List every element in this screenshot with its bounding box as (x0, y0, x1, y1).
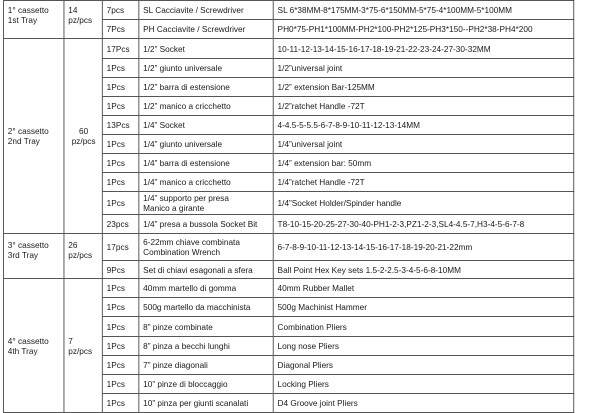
drawer-piece-count: pz/pcs (71, 136, 96, 146)
table-row (3, 279, 573, 298)
item-description-english (273, 154, 573, 173)
drawer-count-cell (64, 234, 102, 279)
drawer-piece-count: pz/pcs (68, 15, 93, 25)
item-spec-line: D4 Groove joint Pliers (277, 398, 358, 408)
item-spec-line: 6-7-8-9-10-11-12-13-14-15-16-17-18-19-20-21-22mm (277, 242, 473, 252)
item-quantity: 1Pcs (102, 375, 138, 394)
item-description-english (273, 116, 573, 135)
item-description-italian (139, 317, 273, 337)
item-description-line: 1/4” barra di estensione (143, 158, 230, 168)
drawer-count-cell (64, 279, 102, 413)
item-spec-line: Combination Pliers (277, 321, 347, 332)
item-description-line: 1/2” manico a cricchetto (143, 101, 231, 111)
item-description-italian (139, 279, 273, 298)
item-description-english (273, 375, 573, 394)
item-description-line: Set di chiavi esagonali a sfera (143, 264, 253, 275)
item-description-italian (139, 1, 273, 20)
item-quantity: 17pcs (102, 234, 138, 261)
item-description-italian (139, 261, 273, 279)
item-description-line: 1/4” supporto per presa (143, 193, 229, 203)
item-description-italian (139, 375, 273, 394)
item-description-line: 8” pinza a becchi lunghi (143, 341, 230, 351)
item-spec-line: Locking Pliers (277, 379, 329, 389)
item-spec-line: 10-11-12-13-14-15-16-17-18-19-21-22-23-24-27-30-32MM (277, 43, 491, 54)
item-quantity: 1Pcs (102, 173, 138, 192)
item-description-line: 10” pinze di bloccaggio (143, 379, 228, 389)
table-row (3, 234, 573, 261)
item-quantity: 1Pcs (102, 59, 138, 78)
item-quantity: 1Pcs (102, 337, 138, 356)
item-spec-line: 1/4” extension bar: 50mm (277, 158, 372, 168)
item-description-italian (139, 20, 273, 39)
drawer-label: 3rd Tray (7, 250, 39, 260)
item-description-italian (139, 97, 273, 116)
tool-set-table-body (3, 1, 573, 413)
item-quantity: 1Pcs (102, 356, 138, 375)
item-spec-line: 1/2” extension Bar-125MM (277, 82, 375, 92)
drawer-label: 2° cassetto (7, 126, 49, 136)
item-description-line: 8” pinze combinate (143, 321, 213, 332)
item-quantity: 9Pcs (102, 261, 138, 279)
item-description-line: 1/4” manico a cricchetto (143, 177, 231, 187)
item-spec-line: SL 6*38MM-8*175MM-3*75-6*150MM-5*75-4*100MM-5*100MM (277, 5, 513, 15)
item-spec-line: 1/4”universal joint (277, 139, 343, 149)
item-spec-line: T8-10-15-20-25-27-30-40-PH1-2-3,PZ1-2-3,SL4-4.5-7,H3-4-5-6-7-8 (277, 219, 525, 229)
item-spec-line: 500g Machinist Hammer (277, 302, 367, 312)
item-description-english (273, 234, 573, 261)
item-description-english (273, 279, 573, 298)
item-quantity: 1Pcs (102, 78, 138, 97)
item-quantity: 7pcs (102, 1, 138, 20)
drawer-piece-count: 7 (68, 335, 73, 346)
item-quantity: 1Pcs (102, 317, 138, 337)
item-spec-line: Diagonal Pliers (277, 360, 334, 370)
item-quantity: 23pcs (102, 215, 138, 234)
item-description-english (273, 317, 573, 337)
item-description-line: Manico a girante (143, 203, 205, 213)
drawer-piece-count: 26 (68, 240, 78, 250)
item-description-english (273, 20, 573, 39)
item-description-line: 10” pinza per giunti scanalati (143, 398, 249, 408)
item-description-italian (139, 78, 273, 97)
item-quantity: 1Pcs (102, 154, 138, 173)
item-description-english (273, 261, 573, 279)
item-description-english (273, 356, 573, 375)
item-spec-line: Ball Point Hex Key sets 1.5-2-2.5-3-4-5-6-8-10MM (277, 264, 461, 275)
item-spec-line: 4-4.5-5-5.5-6-7-8-9-10-11-12-13-14MM (277, 120, 421, 130)
item-description-english (273, 394, 573, 413)
item-description-line: 500g martello da macchinista (143, 302, 251, 312)
item-quantity: 1Pcs (102, 135, 138, 154)
item-description-english (273, 298, 573, 317)
item-quantity: 1Pcs (102, 279, 138, 298)
item-description-line: PH Cacciavite / Screwdriver (143, 24, 246, 34)
item-description-line: 6-22mm chiave combinata (143, 237, 240, 247)
item-quantity: 1Pcs (102, 394, 138, 413)
drawer-label-cell (3, 1, 63, 39)
item-spec-line: Long nose Pliers (277, 341, 340, 351)
item-description-italian (139, 192, 273, 215)
item-description-english (273, 135, 573, 154)
item-description-italian (139, 154, 273, 173)
item-description-line: 1/4” giunto universale (143, 139, 223, 149)
item-quantity: 17Pcs (102, 39, 138, 59)
drawer-label-cell (3, 234, 63, 279)
drawer-label: 2nd Tray (7, 136, 40, 146)
item-description-english (273, 337, 573, 356)
item-description-line: 1/2” Socket (143, 43, 185, 54)
item-description-italian (139, 116, 273, 135)
item-description-italian (139, 356, 273, 375)
item-description-line: 1/2” barra di estensione (143, 82, 230, 92)
item-description-italian (139, 234, 273, 261)
drawer-label-cell (3, 39, 63, 234)
item-description-italian (139, 59, 273, 78)
item-description-italian (139, 173, 273, 192)
item-description-italian (139, 135, 273, 154)
item-description-line: 7” pinze diagonali (143, 360, 208, 370)
item-quantity: 13Pcs (102, 116, 138, 135)
tool-set-table (3, 0, 574, 413)
item-spec-line: 1/2”universal joint (277, 63, 343, 73)
item-description-italian (139, 337, 273, 356)
item-description-line: 1/2” giunto universale (143, 63, 223, 73)
item-description-line: Combination Wrench (143, 247, 221, 257)
item-description-italian (139, 215, 273, 234)
item-description-english (273, 173, 573, 192)
item-quantity: 1Pcs (102, 298, 138, 317)
item-description-line: SL Cacciavite / Screwdriver (143, 5, 244, 15)
item-description-english (273, 59, 573, 78)
item-quantity: 1Pcs (102, 192, 138, 215)
item-description-line: 40mm martello di gomma (143, 283, 237, 293)
drawer-piece-count: pz/pcs (68, 345, 93, 356)
item-quantity: 1Pcs (102, 97, 138, 116)
item-description-line: 1/4” Socket (143, 120, 185, 130)
item-description-english (273, 192, 573, 215)
table-row (3, 39, 573, 59)
table-row (3, 1, 573, 20)
drawer-label: 3° cassetto (7, 240, 49, 250)
drawer-label: 4th Tray (7, 345, 38, 356)
item-description-italian (139, 394, 273, 413)
drawer-label: 1st Tray (7, 15, 38, 25)
item-spec-line: 1/4”ratchet Handle -72T (277, 177, 365, 187)
item-description-english (273, 39, 573, 59)
item-spec-line: 1/2”ratchet Handle -72T (277, 101, 365, 111)
item-spec-line: 40mm Rubber Mallet (277, 283, 355, 293)
drawer-piece-count: 60 (79, 126, 89, 136)
item-spec-line: PH0*75-PH1*100MM-PH2*100-PH2*125-PH3*150--PH2*38-PH4*200 (277, 24, 533, 34)
item-description-line: 1/4” presa a bussola Socket Bit (143, 219, 258, 229)
drawer-count-cell (64, 39, 102, 234)
item-spec-line: 1/4”Socket Holder/Spinder handle (277, 198, 402, 208)
item-description-english (273, 215, 573, 234)
item-description-italian (139, 298, 273, 317)
item-description-english (273, 78, 573, 97)
item-description-english (273, 1, 573, 20)
item-quantity: 7Pcs (102, 20, 138, 39)
item-description-italian (139, 39, 273, 59)
drawer-label-cell (3, 279, 63, 413)
drawer-piece-count: 14 (68, 5, 78, 15)
drawer-piece-count: pz/pcs (68, 250, 93, 260)
drawer-label: 1° cassetto (7, 5, 49, 15)
drawer-label: 4° cassetto (7, 335, 49, 346)
item-description-english (273, 97, 573, 116)
drawer-count-cell (64, 1, 102, 39)
